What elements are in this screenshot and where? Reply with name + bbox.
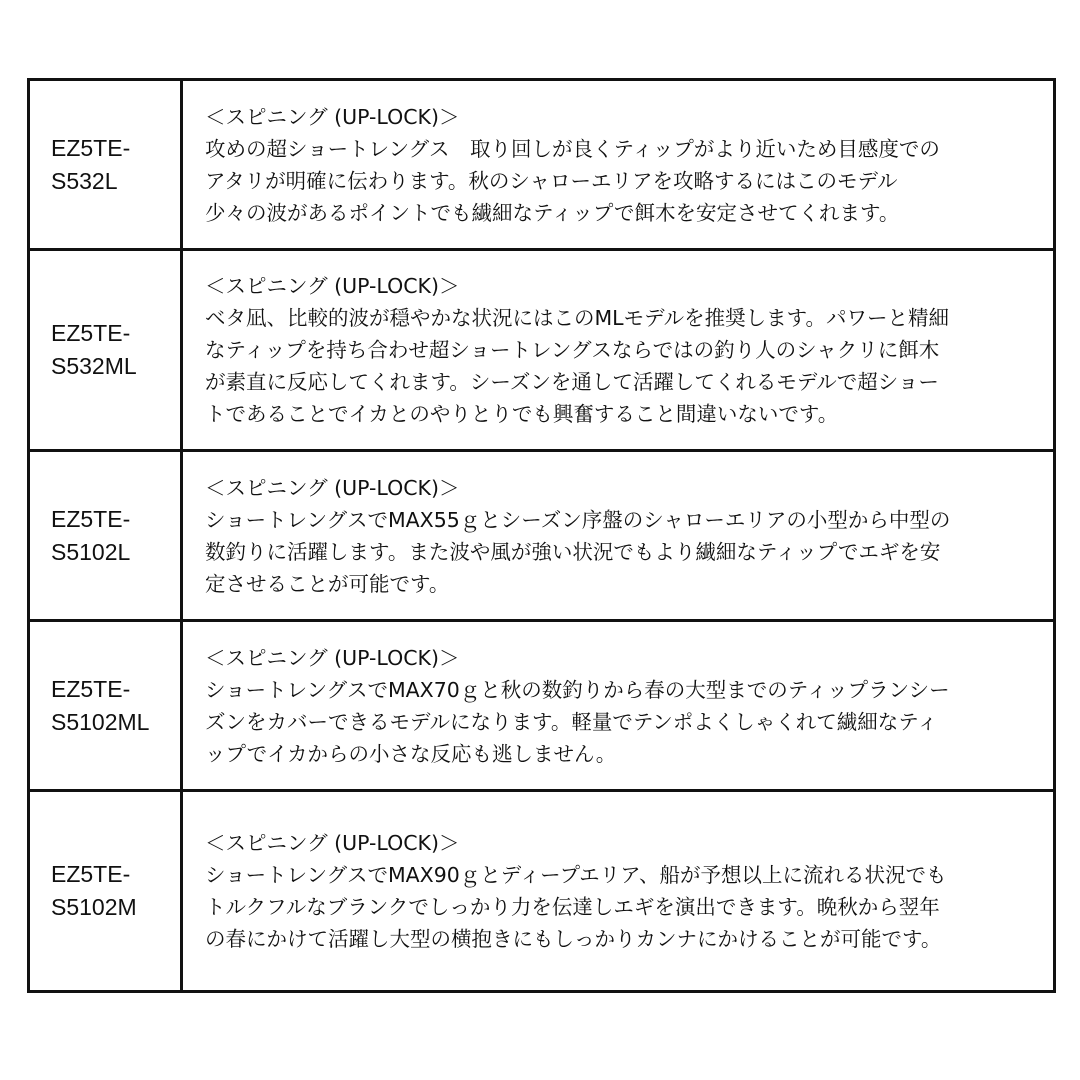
table-row [29, 621, 1055, 791]
table-row [29, 791, 1055, 992]
model-name-cell: EZ5TE- S5102L [29, 451, 182, 621]
description-line: アタリが明確に伝わります。秋のシャローエリアを攻略するにはこのモデル [205, 168, 898, 193]
description-cell [182, 621, 1055, 791]
description-line: 定させることが可能です。 [205, 571, 450, 596]
description-line: トルクフルなブランクでしっかり力を伝達しエギを演出できます。晩秋から翌年 [205, 895, 940, 919]
reel-type-heading: ＜スピニング (UP-LOCK)＞ [205, 274, 460, 298]
rod-spec-table [27, 78, 1056, 993]
description-line: なティップを持ち合わせ超ショートレングスならではの釣り人のシャクリに餌木 [205, 338, 940, 362]
reel-type-heading: ＜スピニング (UP-LOCK)＞ [205, 104, 460, 129]
description-cell [182, 250, 1055, 451]
table-row [29, 250, 1055, 451]
model-name-cell: EZ5TE- S5102M [29, 791, 182, 992]
description-line: ショートレングスでMAX70ｇと秋の数釣りから春の大型までのティップランシー [205, 677, 950, 702]
reel-type-heading: ＜スピニング (UP-LOCK)＞ [205, 831, 460, 855]
description-cell [182, 791, 1055, 992]
description-line: の春にかけて活躍し大型の横抱きにもしっかりカンナにかけることが可能です。 [205, 927, 942, 951]
description-line: ベタ凪、比較的波が穏やかな状況にはこのMLモデルを推奨します。パワーと精細 [205, 306, 949, 330]
description-line: ップでイカからの小さな反応も逃しません。 [205, 741, 617, 766]
table-row [29, 80, 1055, 250]
description-line: ショートレングスでMAX90ｇとディープエリア、船が予想以上に流れる状況でも [205, 863, 947, 887]
description-line: 攻めの超ショートレングス 取り回しが良くティップがより近いため目感度での [205, 136, 940, 161]
description-line: 少々の波があるポイントでも繊細なティップで餌木を安定させてくれます。 [205, 200, 900, 225]
reel-type-heading: ＜スピニング (UP-LOCK)＞ [205, 475, 460, 500]
description-line: ショートレングスでMAX55ｇとシーズン序盤のシャローエリアの小型から中型の [205, 507, 951, 532]
model-name-cell: EZ5TE- S532ML [29, 250, 182, 451]
description-cell [182, 80, 1055, 250]
model-name-cell: EZ5TE- S5102ML [29, 621, 182, 791]
description-line: 数釣りに活躍します。また波や風が強い状況でもより繊細なティップでエギを安 [205, 539, 941, 564]
reel-type-heading: ＜スピニング (UP-LOCK)＞ [205, 645, 460, 670]
description-line: が素直に反応してくれます。シーズンを通して活躍してくれるモデルで超ショー [205, 370, 939, 394]
description-cell [182, 451, 1055, 621]
description-line: トであることでイカとのやりとりでも興奮すること間違いないです。 [205, 402, 839, 426]
description-line: ズンをカバーできるモデルになります。軽量でテンポよくしゃくれて繊細なティ [205, 709, 938, 734]
model-name-cell: EZ5TE- S532L [29, 80, 182, 250]
table-row [29, 451, 1055, 621]
